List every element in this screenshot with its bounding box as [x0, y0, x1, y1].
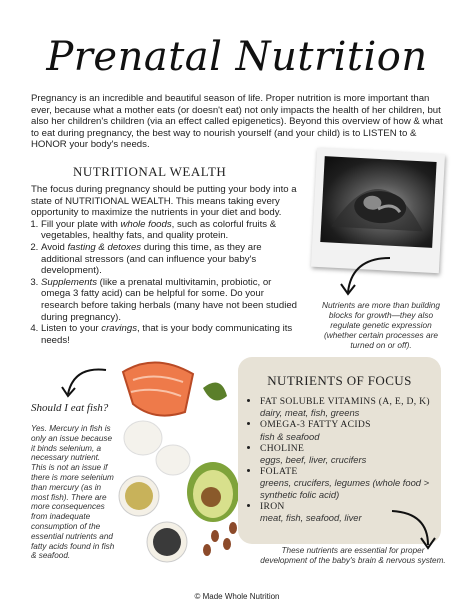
- list-item: • CHOLINE eggs, beef, liver, crucifers: [260, 442, 436, 465]
- fish-text: Yes. Mercury in fish is only an issue because it binds selenium, a necessary nutrient. This is not an issue if there is more selenium than mercury (as in most fish). There are more consequences from inadequate consumption of the essential nutrients and fatty acids found in fish & seafood.: [31, 424, 115, 561]
- food-illustration: [115, 352, 255, 568]
- list-item: 1. Fill your plate with whole foods, such as colorful fruits & vegetables, healthy fats, and quality protein.: [41, 219, 299, 242]
- list-item: • IRON meat, fish, seafood, liver: [260, 500, 436, 523]
- intro-paragraph: Pregnancy is an incredible and beautiful season of life. Proper nutrition is more important than ever, because what a mother eats (or doesn't eat) not only impacts the health of her children, but also her children's children (via an effect called epigenetics). Beyond this overview of how & what to eat during pregnancy, the best way to nourish yourself (and your child) is to LISTEN to & HONOR your body's needs.: [31, 93, 443, 151]
- page-title: Prenatal Nutrition: [46, 34, 428, 80]
- list-item: • FOLATE greens, crucifers, legumes (whole food > synthetic folic acid): [260, 465, 436, 500]
- list-item: • OMEGA-3 FATTY ACIDS fish & seafood: [260, 418, 436, 441]
- focus-list: [250, 395, 436, 523]
- wealth-section: [31, 184, 299, 346]
- wealth-heading: NUTRITIONAL WEALTH: [73, 164, 227, 179]
- photo-caption: Nutrients are more than building blocks for growth—they also regulate genetic expression (whether certain processes are turned on or off).: [321, 300, 441, 350]
- focus-caption: These nutrients are essential for proper development of the baby's brain & nervous system.: [260, 546, 446, 565]
- list-item: • FAT SOLUBLE VITAMINS (A, E, D, K) dairy, meat, fish, greens: [260, 395, 436, 418]
- wealth-list: [31, 219, 299, 347]
- ultrasound-image: [320, 156, 436, 248]
- list-item: 4. Listen to your cravings, that is your body communicating its needs!: [41, 323, 299, 346]
- list-item: 2. Avoid fasting & detoxes during this time, as they are additional stressors (and can influence your baby's development).: [41, 242, 299, 277]
- fish-heading: Should I eat fish?: [31, 402, 109, 414]
- curved-arrow-icon: [60, 364, 112, 402]
- focus-list-wrap: [250, 395, 436, 523]
- curved-arrow-icon: [338, 252, 398, 300]
- focus-heading: NUTRIENTS OF FOCUS: [267, 373, 412, 388]
- wealth-lead: The focus during pregnancy should be putting your body into a state of NUTRITIONAL WEALTH. This means taking every opportunity to maximize the nutrients in your diet and body.: [31, 184, 297, 219]
- footer-copyright: © Made Whole Nutrition: [194, 592, 280, 601]
- list-item: 3. Supplements (like a prenatal multivitamin, probiotic, or omega 3 fatty acid) can be helpful for some. Do your research before taking herbals (many have not been studied during pregnancy).: [41, 277, 299, 323]
